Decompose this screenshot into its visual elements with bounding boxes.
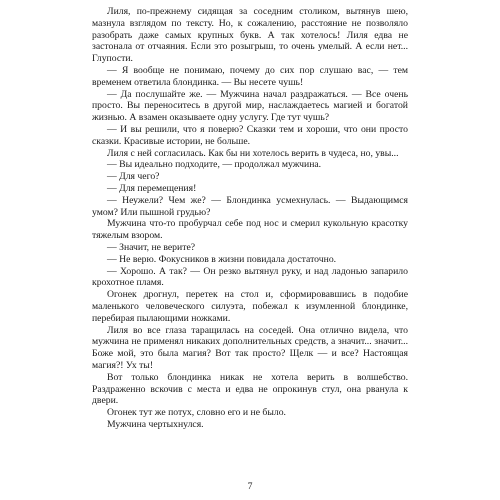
paragraph: — Неужели? Чем же? — Блондинка усмехнулась. — Выдающимся умом? Или пышной грудью? [92, 194, 408, 218]
page-number: 7 [247, 481, 253, 492]
paragraph: — Вы идеально подходите, — продолжал мужчина. [107, 159, 322, 171]
body-text [92, 6, 408, 431]
paragraph: Лиля во все глаза таращилась на соседей. Она отлично видела, что мужчина не применял никаких дополнительных средств, а значит... значит... Боже мой, это была магия? Вот так просто? Щелк — и все? Настоящая магия?! Ух ты! [92, 324, 408, 371]
paragraph: Вот только блондинка никак не хотела верить в волшебство. Раздраженно вскочив с места и едва не опрокинув стул, она рванула к двери. [92, 371, 408, 407]
paragraph: Лиля с ней согласилась. Как бы ни хотелось верить в чудеса, но, увы... [107, 147, 399, 159]
paragraph: — Для чего? [107, 171, 160, 183]
paragraph: — Не верю. Фокусников в жизни повидала достаточно. [107, 253, 337, 265]
book-page [92, 6, 408, 494]
paragraph: — Значит, не верите? [107, 241, 196, 253]
paragraph: Мужчина что-то пробурчал себе под нос и смерил кукольную красотку тяжелым взором. [92, 218, 408, 242]
paragraph: Мужчина чертыхнулся. [107, 418, 204, 430]
paragraph: — Да послушайте же. — Мужчина начал раздражаться. — Все очень просто. Вы переноситесь в другой мир, наслаждаетесь магией и богатой жизнью. А взамен оказываете одну услугу. Где тут чушь? [92, 88, 408, 124]
paragraph: Огонек тут же потух, словно его и не было. [107, 407, 286, 419]
paragraph: — И вы решили, что я поверю? Сказки тем и хороши, что они просто сказки. Красивые истории, не больше. [92, 123, 408, 147]
paragraph: — Хорошо. А так? — Он резко вытянул руку, и над ладонью запарило крохотное пламя. [92, 265, 408, 289]
paragraph: Огонек дрогнул, перетек на стол и, сформировавшись в подобие маленького человеческого силуэта, побежал к изумленной блондинке, перебирая пылающими ножками. [92, 289, 408, 324]
paragraph: — Для перемещения! [107, 182, 197, 194]
paragraph: — Я вообще не понимаю, почему до сих пор слушаю вас, — тем временем ответила блондинка. — Вы несете чушь! [92, 64, 408, 88]
paragraph: Лиля, по-прежнему сидящая за соседним столиком, вытянув шею, мазнула взглядом по тексту. Но, к сожалению, расстояние не позволяло разобрать даже самых крупных букв. А так хотелось! Лиля едва не застонала от отчаяния. Если это розыгрыш, то очень умелый. А если нет... Глупости. [92, 6, 408, 65]
